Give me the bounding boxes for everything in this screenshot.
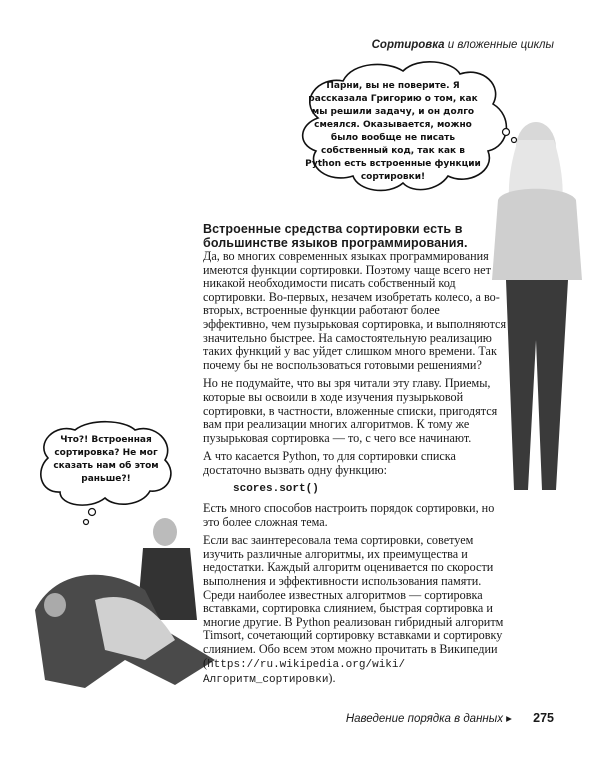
paragraph: Да, во многих современных языках программирования имеются функции сортировки. Поэтому чаще всего нет никакой необходимости писать собственный код сортировки. Во-первых, незачем изобретать колесо, а во-вторых, встроенные функции работают более эффективно, чем пузырьковая сортировка, и выполняются значительно быстрее. На самостоятельную реализацию таких функций у вас уйдет слишком много времени. Так почему бы не воспользоваться готовыми решениями? xyxy=(203,249,507,372)
running-head xyxy=(372,39,554,51)
closing-punct: ). xyxy=(328,671,336,686)
paragraph: Но не подумайте, что вы зря читали эту главу. Приемы, которые вы освоили в ходе изучения пузырьковой сортировки, в частности, вложенные списки, пригодятся вам при реализации многих алгоритмов. К тому же пузырьковая сортировка — то, с чего все начинают. xyxy=(203,376,498,445)
body-text xyxy=(203,250,508,693)
code-sample: scores.sort() xyxy=(233,482,319,495)
page-number: 275 xyxy=(533,711,554,725)
page-footer xyxy=(346,711,554,725)
bubble-woman-text: Парни, вы не поверите. Я рассказала Григорию о том, как мы решили задачу, и он долго смеялся. Оказывается, можно было вообще не писать собственный код, так как в Python есть встроенные функции сортировки! xyxy=(305,81,481,182)
running-head-part2: и вложенные циклы xyxy=(447,39,554,51)
bubble-men-text: Что?! Встроенная сортировка? Не мог сказать нам об этом раньше?! xyxy=(53,435,159,484)
paragraph: Есть много способов настроить порядок сортировки, но это более сложная тема. xyxy=(203,501,495,529)
paragraph-text: Если вас заинтересовала тема сортировки, советуем изучить различные алгоритмы, их преимущества и недостатки. Каждый алгоритм оценивается по скорости выполнения и эффективности использования памяти. Среди наиболее известных алгоритмов — сортировка вставками, сортировка слиянием, быстрая сортировка и многие другие. В Python реализован гибридный алгоритм Timsort, сочетающий сортировку вставками и сортировку слиянием. Обо всем этом можно прочитать в Википедии ( xyxy=(203,533,504,670)
paragraph-last xyxy=(203,534,508,688)
wikipedia-link[interactable]: https://ru.wikipedia.org/wiki/Алгоритм_сортировки xyxy=(203,658,406,687)
running-head-part1: Сортировка xyxy=(371,39,445,51)
paragraph: А что касается Python, то для сортировки списка достаточно вызвать одну функцию: xyxy=(203,449,456,477)
footer-chapter-title: Наведение порядка в данных xyxy=(345,713,503,725)
arrow-right-icon: ▸ xyxy=(506,713,512,725)
section-heading: Встроенные средства сортировки есть в большинстве языков программирования. xyxy=(203,222,468,250)
